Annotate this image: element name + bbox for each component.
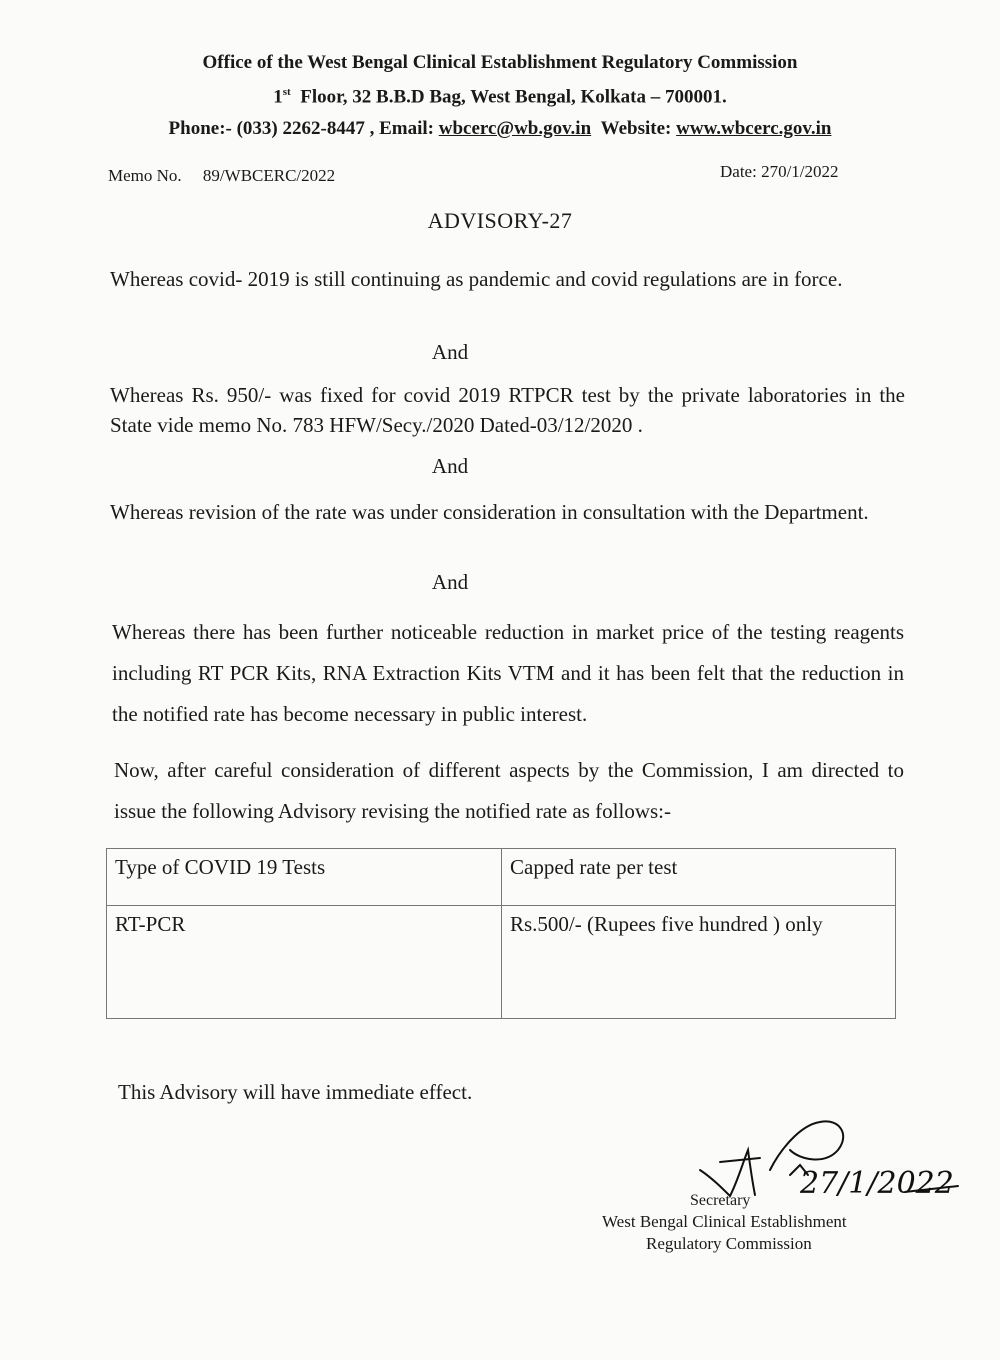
effect-statement: This Advisory will have immediate effect. <box>118 1080 473 1104</box>
memo-label: Memo No. <box>108 166 182 185</box>
table-cell: Rs.500/- (Rupees five hundred ) only <box>502 906 896 1019</box>
address-text: Floor, 32 B.B.D Bag, West Bengal, Kolkata – 700001. <box>300 86 727 108</box>
and-connector: And <box>431 340 469 364</box>
website-label: Website: <box>600 118 672 139</box>
signatory-designation: Secretary <box>690 1192 751 1209</box>
paragraph-3: Whereas revision of the rate was under consideration in consultation with the Department. <box>110 500 869 524</box>
website-link[interactable]: www.wbcerc.gov.in <box>676 118 832 139</box>
paragraph-5: Now, after careful consideration of different aspects by the Commission, I am directed to issue the following Advisory revising the notified rate as follows:- <box>114 758 904 823</box>
and-connector: And <box>431 454 469 478</box>
signatory-org-line-1: West Bengal Clinical Establishment <box>602 1212 847 1231</box>
signatory-org-line-2: Regulatory Commission <box>646 1234 812 1253</box>
phone-text: Phone:- (033) 2262-8447 , Email: <box>168 118 434 139</box>
floor-number: 1 <box>273 86 283 108</box>
table-header-cell: Capped rate per test <box>502 849 896 906</box>
and-connector: And <box>431 570 469 594</box>
office-heading: Office of the West Bengal Clinical Establishment Regulatory Commission <box>202 52 798 73</box>
paragraph-2: Whereas Rs. 950/- was fixed for covid 2019 RTPCR test by the private laboratories in the State vide memo No. 783 HFW/Secy./2020 Dated-03/12/2020 . <box>110 383 905 437</box>
email-link[interactable]: wbcerc@wb.gov.in <box>438 118 592 139</box>
signature-date: 27/1/2022 <box>800 1166 954 1201</box>
paragraph-4: Whereas there has been further noticeable reduction in market price of the testing reagents including RT PCR Kits, RNA Extraction Kits VTM and it has been felt that the reduction in the notified rate has become necessary in public interest. <box>112 620 904 726</box>
table-header-cell: Type of COVID 19 Tests <box>107 849 502 906</box>
memo-value: 89/WBCERC/2022 <box>202 166 336 185</box>
floor-suffix: st <box>282 86 291 98</box>
paragraph-1: Whereas covid- 2019 is still continuing as pandemic and covid regulations are in force. <box>110 267 843 291</box>
advisory-title: ADVISORY-27 <box>427 208 573 233</box>
memo-date: Date: 270/1/2022 <box>720 162 839 181</box>
table-cell: RT-PCR <box>107 906 502 1019</box>
